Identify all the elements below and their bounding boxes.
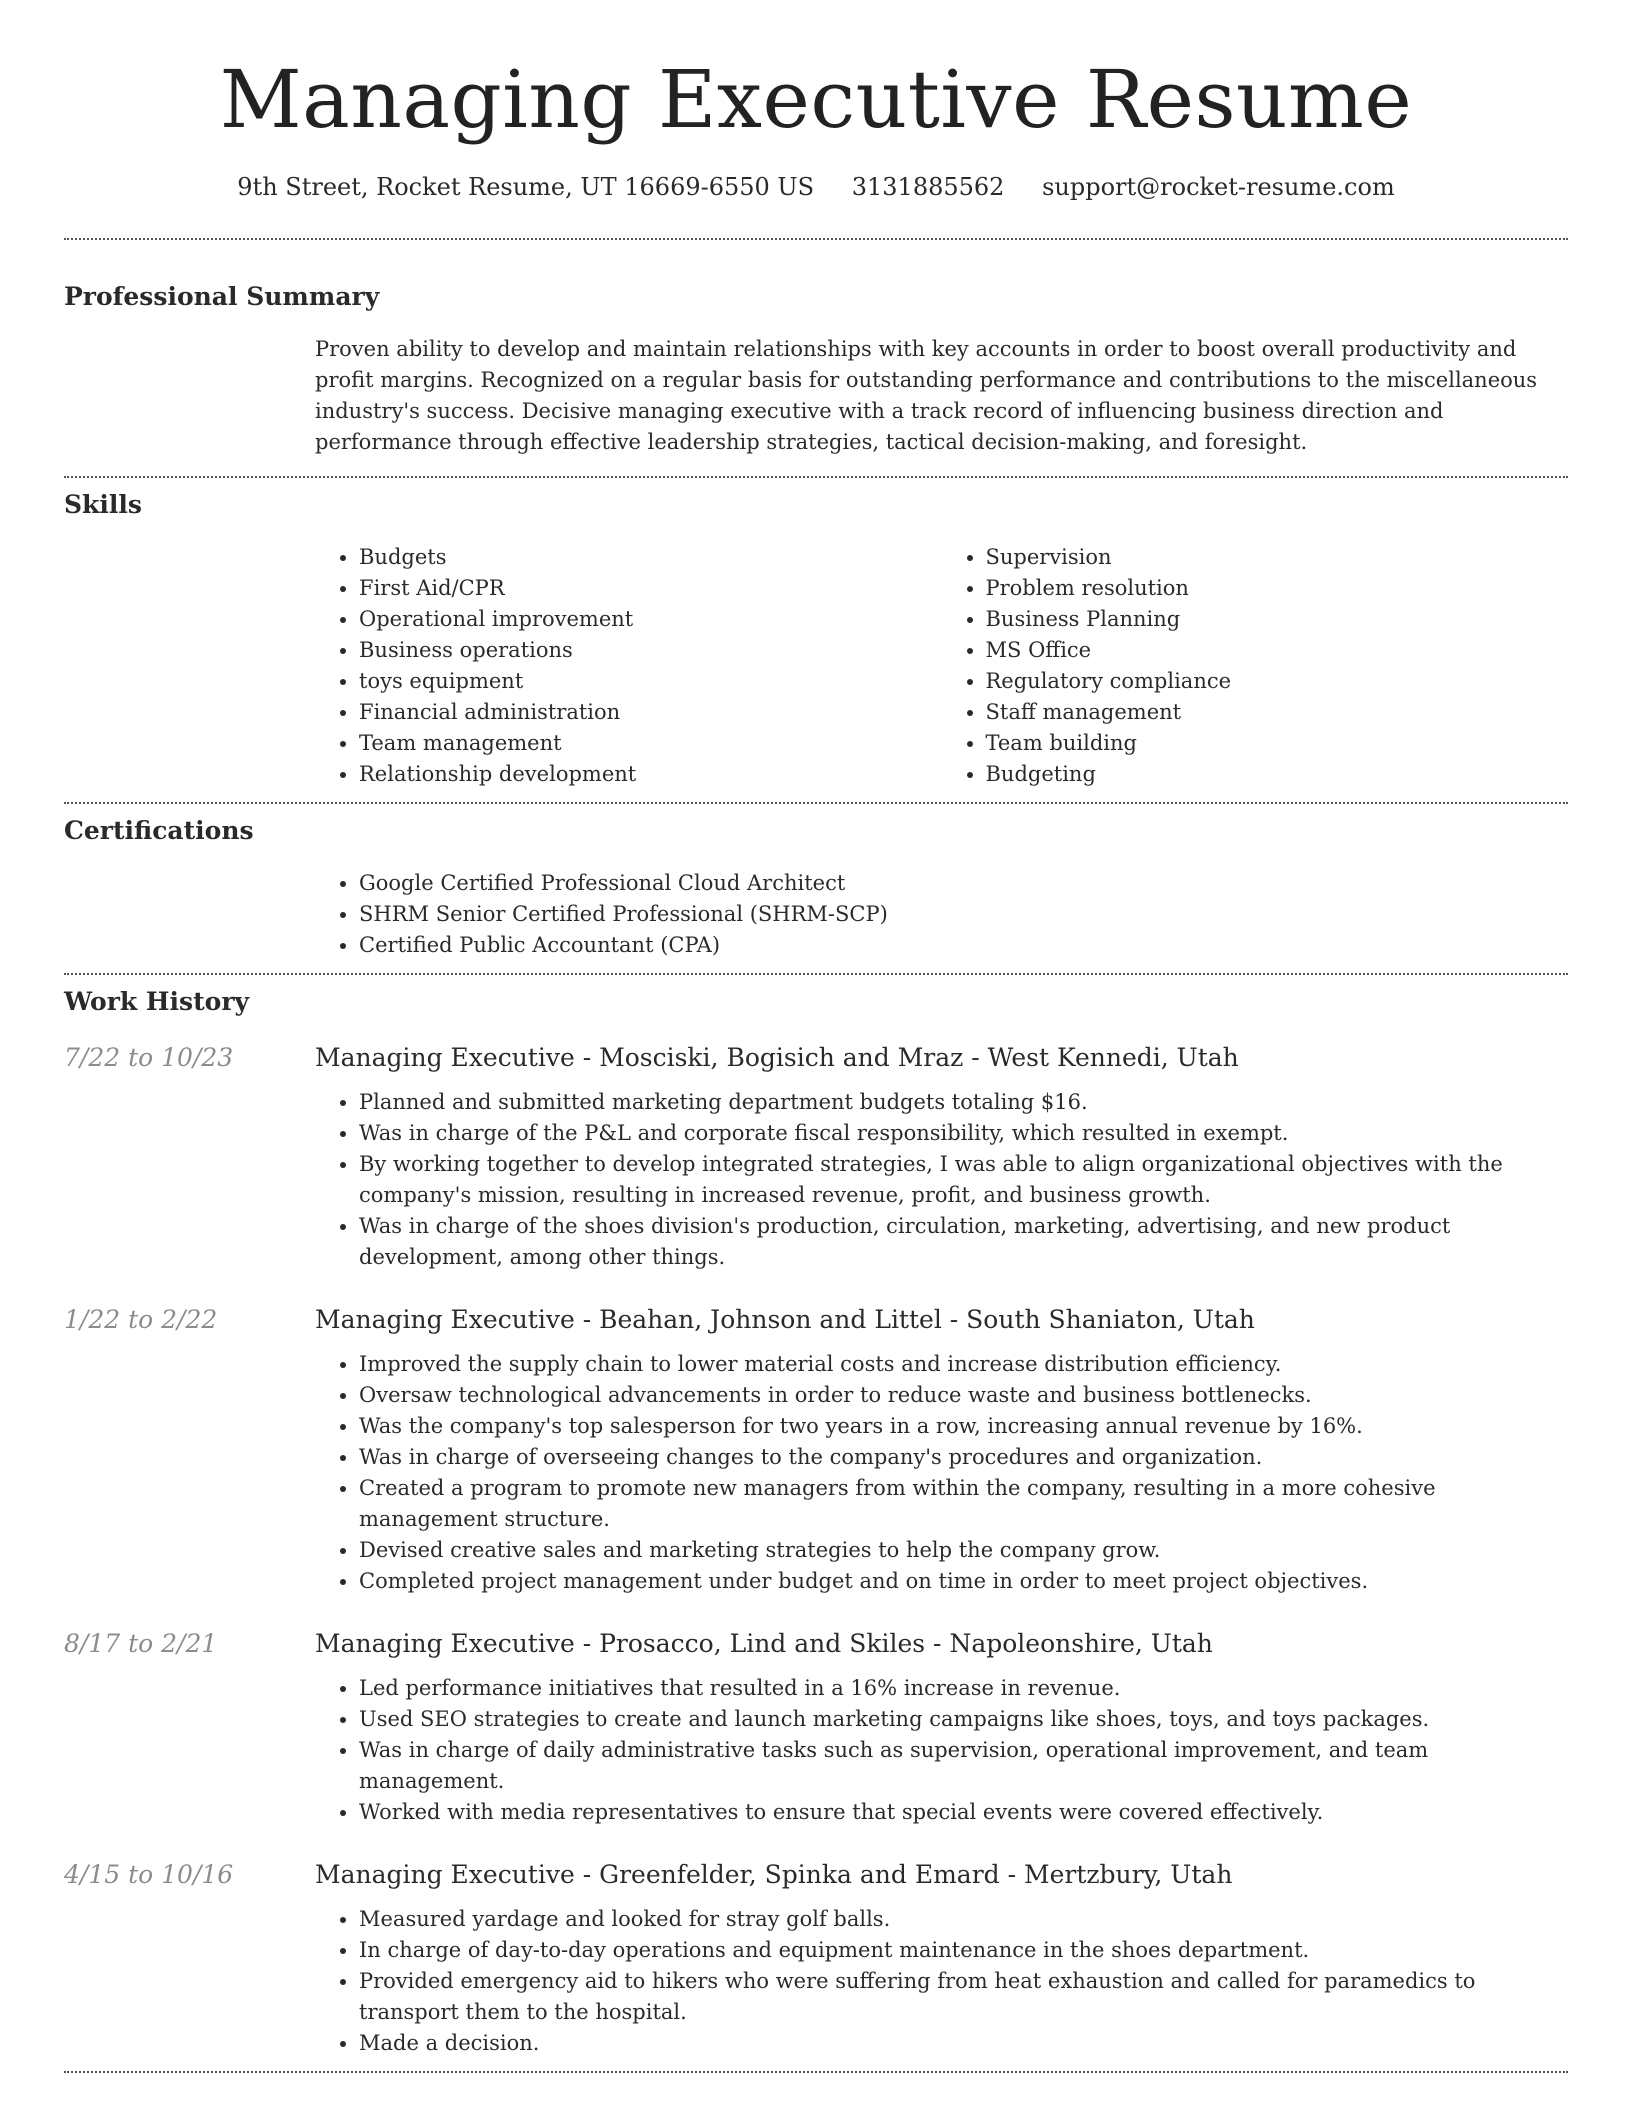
skills-heading: Skills [64,490,142,519]
job-bullet: • Was in charge of the shoes division's production, circulation, marketing, advertising, and new product development, among other things. [359,1211,1568,1273]
certification-item: • Google Certified Professional Cloud Architect [359,868,1568,899]
job-date: 7/22 to 10/23 [64,1043,234,1072]
job-entry [64,1041,1568,1273]
skill-item: • Budgeting [986,759,1569,790]
resume-header [64,0,1568,204]
job-date: 4/15 to 10/16 [64,1860,234,1889]
job-title: Managing Executive - Mosciski, Bogisich and Mraz - West Kennedi, Utah [315,1043,1239,1072]
skills-list-right [942,542,1569,790]
skills-grid [315,542,1568,790]
skill-item: • Regulatory compliance [986,666,1569,697]
skill-item: • Supervision [986,542,1569,573]
certifications-section [64,804,1568,973]
job-bullets [315,1349,1568,1597]
job-bullet: • Was in charge of the P&L and corporate fiscal responsibility, which resulted in exempt. [359,1118,1568,1149]
job-bullet: • Was the company's top salesperson for two years in a row, increasing annual revenue by 16%. [359,1411,1568,1442]
work-history-heading: Work History [64,987,250,1016]
job-bullet: • Provided emergency aid to hikers who were suffering from heat exhaustion and called for paramedics to transport them to the hospital. [359,1966,1568,2028]
contact-phone: 3131885562 [851,173,1005,201]
skill-item: • Financial administration [359,697,942,728]
skill-item: • Business Planning [986,604,1569,635]
certifications-content [315,868,1568,961]
certification-item: • Certified Public Accountant (CPA) [359,930,1568,961]
resume-title: Managing Executive Resume [219,53,1413,146]
skill-item: • Staff management [986,697,1569,728]
job-bullets [315,1087,1568,1273]
job-bullet: • Led performance initiatives that resulted in a 16% increase in revenue. [359,1673,1568,1704]
job-date: 1/22 to 2/22 [64,1305,218,1334]
summary-heading: Professional Summary [64,282,380,311]
job-bullets [315,1673,1568,1828]
resume-page [64,0,1568,2073]
contact-address: 9th Street, Rocket Resume, UT 16669-6550 US [237,173,815,201]
job-bullet: • Created a program to promote new managers from within the company, resulting in a more cohesive management structure. [359,1473,1568,1535]
summary-text: Proven ability to develop and maintain relationships with key accounts in order to boost overall productivity and profit margins. Recognized on a regular basis for outstanding performance and contributions to the miscellaneous industry's success. Decisive managing executive with a track record of influencing business direction and performance through effective leadership strategies, tactical decision-making, and foresight. [315,337,1538,454]
skills-list-left [315,542,942,790]
skill-item: • Team management [359,728,942,759]
job-bullet: • Completed project management under budget and on time in order to meet project objectives. [359,1566,1568,1597]
job-bullet: • Was in charge of overseeing changes to the company's procedures and organization. [359,1442,1568,1473]
skill-item: • Budgets [359,542,942,573]
job-entry [64,1858,1568,2059]
certification-item: • SHRM Senior Certified Professional (SHRM-SCP) [359,899,1568,930]
job-bullet: • Made a decision. [359,2028,1568,2059]
job-title: Managing Executive - Beahan, Johnson and Littel - South Shaniaton, Utah [315,1305,1255,1334]
skill-item: • Operational improvement [359,604,942,635]
skill-item: • MS Office [986,635,1569,666]
job-bullet: • Measured yardage and looked for stray golf balls. [359,1904,1568,1935]
job-title: Managing Executive - Greenfelder, Spinka and Emard - Mertzbury, Utah [315,1860,1233,1889]
skills-section [64,478,1568,802]
job-entry [64,1627,1568,1828]
job-bullet: • By working together to develop integrated strategies, I was able to align organizational objectives with the company's mission, resulting in increased revenue, profit, and business growth. [359,1149,1568,1211]
certifications-heading: Certifications [64,816,254,845]
job-date: 8/17 to 2/21 [64,1629,218,1658]
job-bullet: • Improved the supply chain to lower material costs and increase distribution efficiency. [359,1349,1568,1380]
work-history-section [64,975,1568,2071]
job-bullets [315,1904,1568,2059]
job-title: Managing Executive - Prosacco, Lind and Skiles - Napoleonshire, Utah [315,1629,1213,1658]
job-bullet: • Worked with media representatives to ensure that special events were covered effectively. [359,1797,1568,1828]
job-bullet: • In charge of day-to-day operations and equipment maintenance in the shoes department. [359,1935,1568,1966]
skill-item: • Team building [986,728,1569,759]
job-bullet: • Used SEO strategies to create and launch marketing campaigns like shoes, toys, and toys packages. [359,1704,1568,1735]
job-bullet: • Was in charge of daily administrative tasks such as supervision, operational improvement, and team management. [359,1735,1568,1797]
job-bullet: • Devised creative sales and marketing strategies to help the company grow. [359,1535,1568,1566]
job-bullet: • Planned and submitted marketing department budgets totaling $16. [359,1087,1568,1118]
summary-content [315,334,1568,458]
skill-item: • Relationship development [359,759,942,790]
skill-item: • toys equipment [359,666,942,697]
certifications-list [315,868,1568,961]
section-divider [64,2071,1568,2073]
job-entry [64,1303,1568,1597]
skill-item: • Business operations [359,635,942,666]
skill-item: • Problem resolution [986,573,1569,604]
contact-email: support@rocket-resume.com [1042,173,1395,201]
job-bullet: • Oversaw technological advancements in order to reduce waste and business bottlenecks. [359,1380,1568,1411]
summary-section [64,240,1568,476]
contact-line [64,170,1568,204]
skill-item: • First Aid/CPR [359,573,942,604]
